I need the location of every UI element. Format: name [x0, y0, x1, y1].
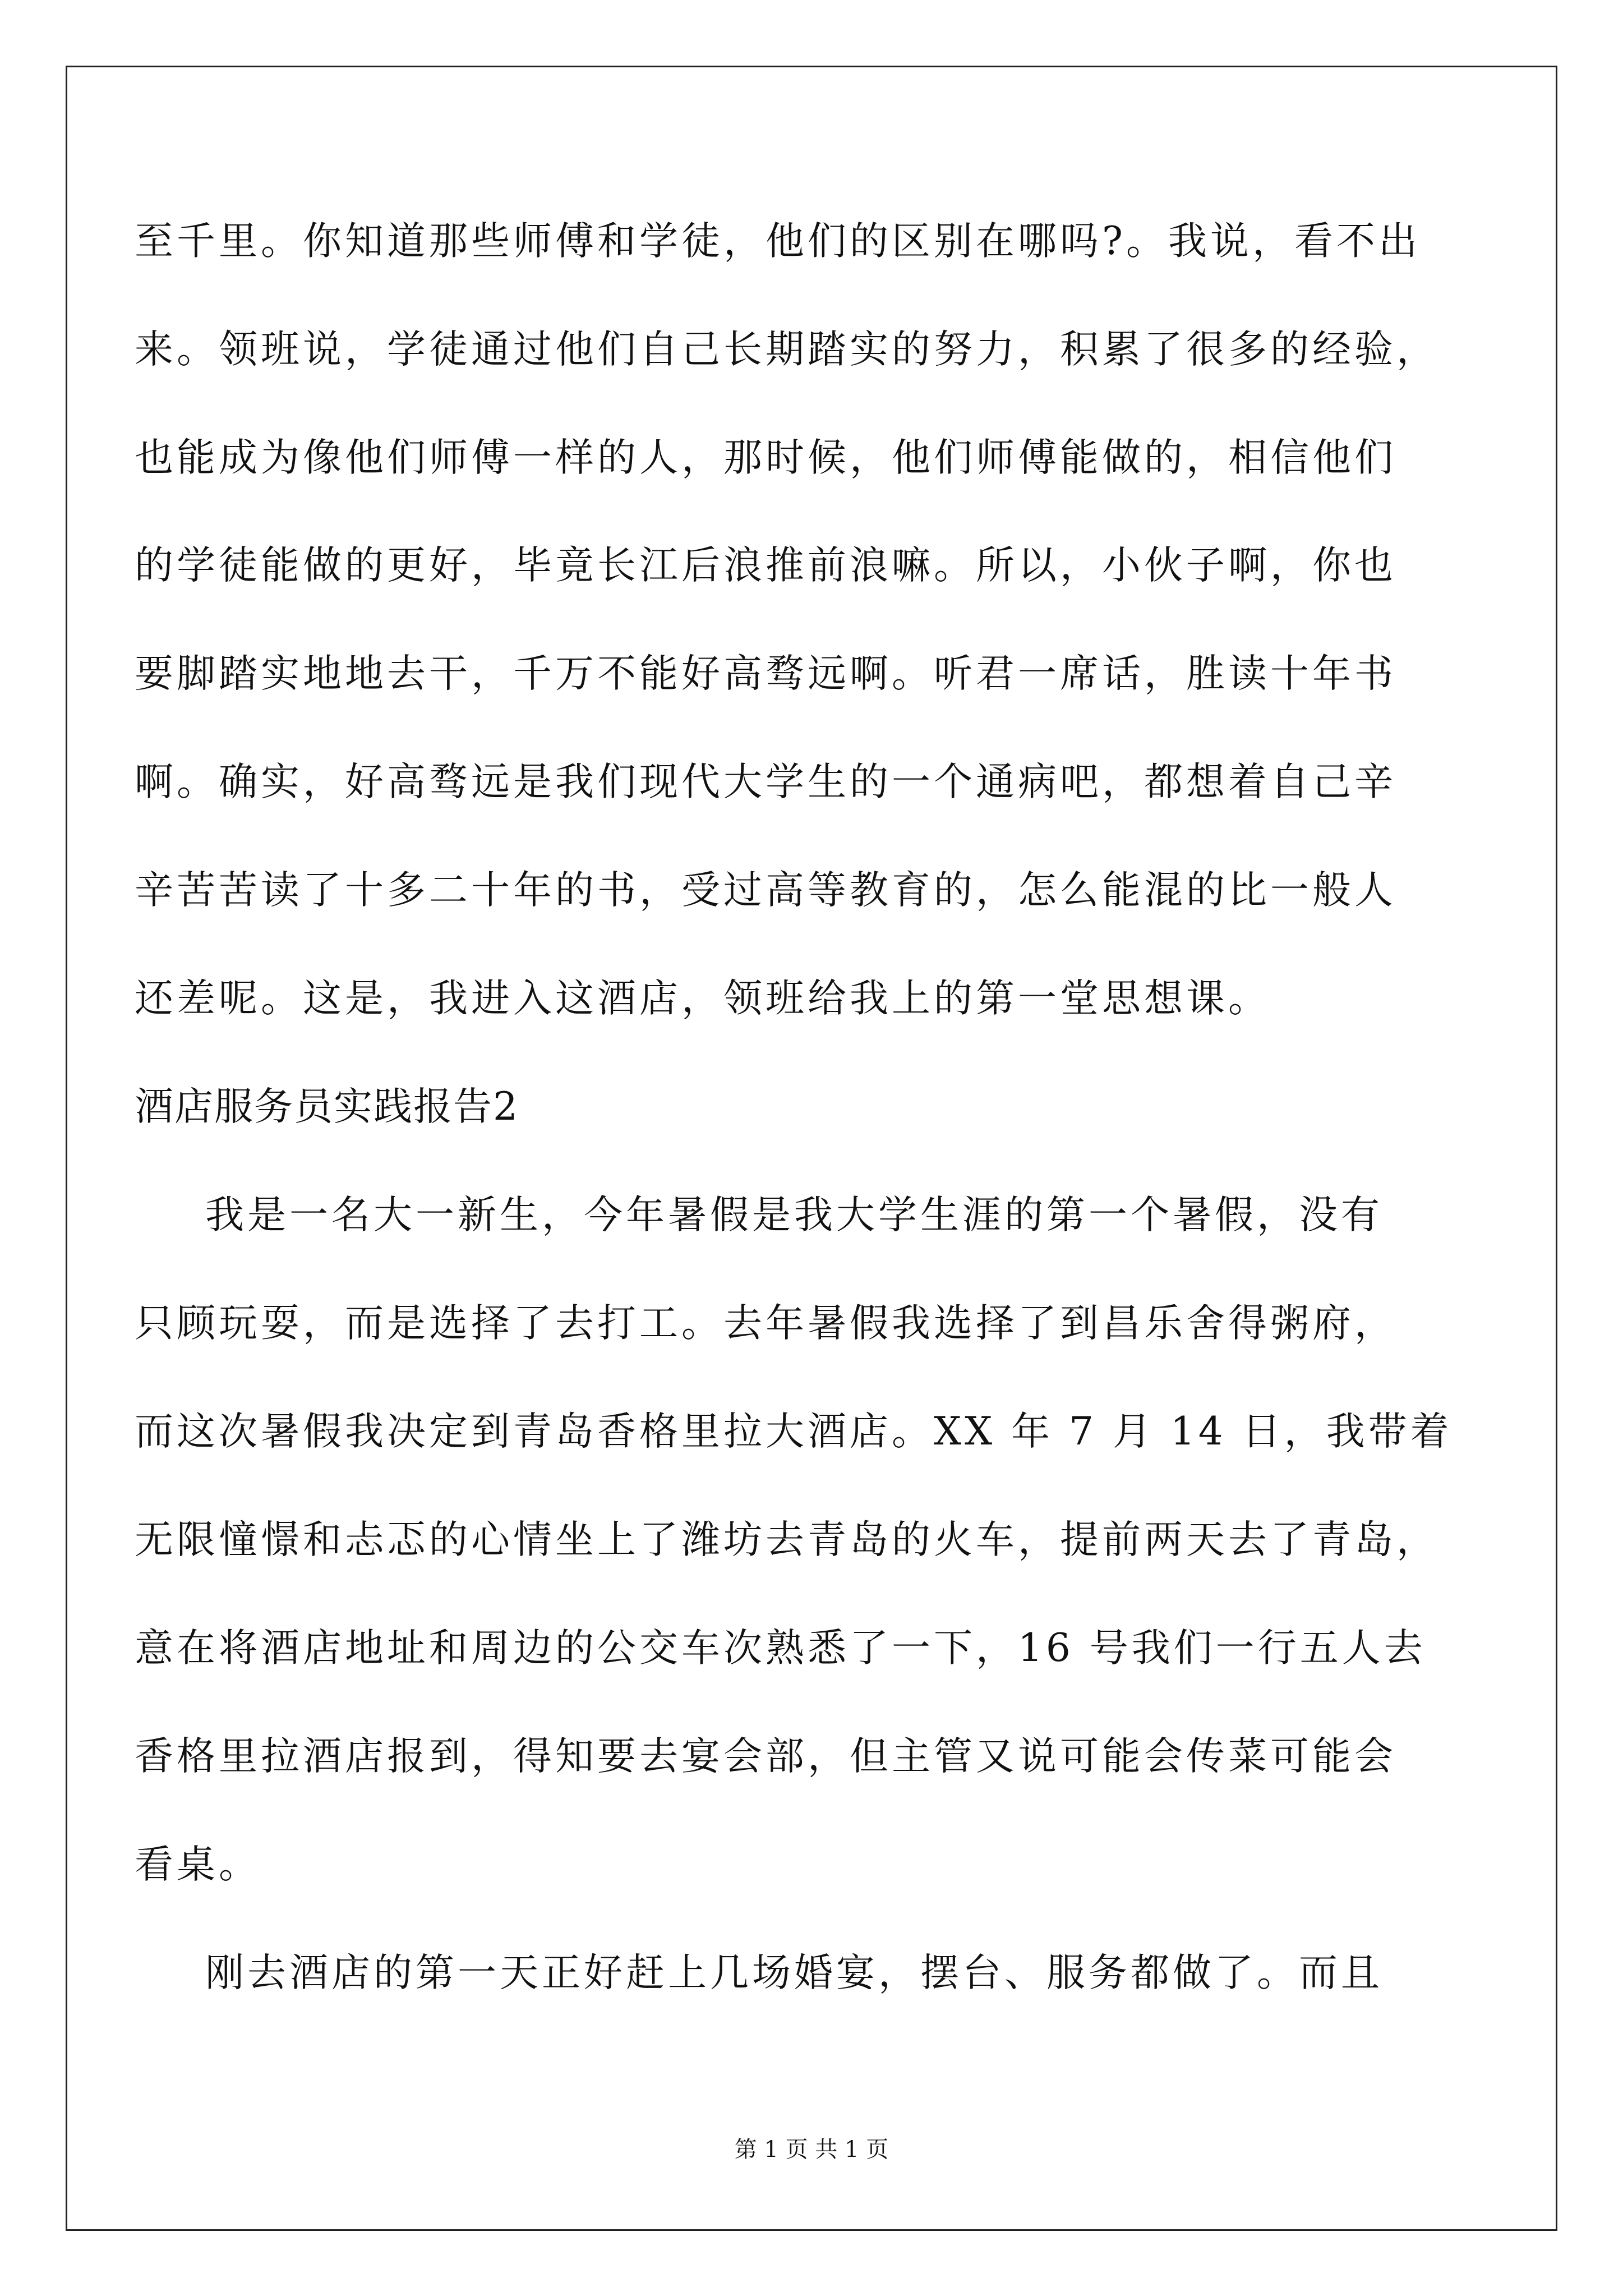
body-line: 意在将酒店地址和周边的公交车次熟悉了一下，16 号我们一行五人去 [135, 1626, 1426, 1671]
body-line: 而这次暑假我决定到青岛香格里拉大酒店。XX 年 7 月 14 日，我带着 [135, 1409, 1453, 1454]
body-line: 无限憧憬和忐忑的心情坐上了潍坊去青岛的火车，提前两天去了青岛， [135, 1517, 1438, 1562]
body-line: 香格里拉酒店报到，得知要去宴会部，但主管又说可能会传菜可能会 [135, 1734, 1396, 1779]
body-line: 要脚踏实地地去干，千万不能好高骛远啊。听君一席话，胜读十年书 [135, 651, 1396, 696]
body-line: 的学徒能做的更好，毕竟长江后浪推前浪嘛。所以，小伙子啊，你也 [135, 543, 1396, 588]
body-line: 还差呢。这是，我进入这酒店，领班给我上的第一堂思想课。 [135, 976, 1270, 1021]
body-line: 看桌。 [135, 1842, 261, 1887]
paragraph-first-line: 我是一名大一新生，今年暑假是我大学生涯的第一个暑假，没有 [205, 1193, 1383, 1237]
page-number-footer: 第 1 页 共 1 页 [734, 2137, 889, 2162]
body-line: 啊。确实，好高骛远是我们现代大学生的一个通病吧，都想着自己辛 [135, 760, 1396, 804]
page-border [66, 66, 1557, 2231]
body-line: 辛苦苦读了十多二十年的书，受过高等教育的，怎么能混的比一般人 [135, 868, 1396, 913]
body-line: 也能成为像他们师傅一样的人，那时候，他们师傅能做的，相信他们 [135, 435, 1396, 480]
body-line: 至千里。你知道那些师傅和学徒，他们的区别在哪吗?。我说，看不出 [135, 219, 1421, 264]
body-line: 只顾玩耍，而是选择了去打工。去年暑假我选择了到昌乐舍得粥府， [135, 1301, 1396, 1346]
body-line: 来。领班说，学徒通过他们自己长期踏实的努力，积累了很多的经验， [135, 327, 1438, 372]
paragraph-first-line: 刚去酒店的第一天正好赶上几场婚宴，摆台、服务都做了。而且 [205, 1950, 1383, 1995]
section-heading: 酒店服务员实践报告2 [135, 1084, 519, 1129]
